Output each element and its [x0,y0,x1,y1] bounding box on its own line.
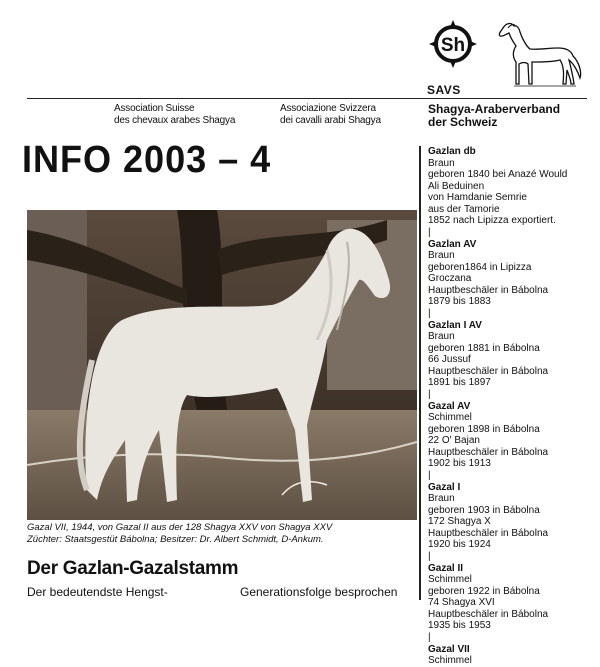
savs-logo [425,14,487,94]
separator: | [428,631,431,643]
association-french: Association Suisse des chevaux arabes Shagya [114,103,236,126]
pedigree-entry: Gazlan db Braun geboren 1840 bei Anazé Would Ali Beduinen von Hamdanie Semrie aus der Tamorie 1852 nach Lipizza exportiert. [428,146,568,226]
article-col-1: Der bedeutendste Hengst- [27,585,168,599]
logo-text: Sh [440,35,466,56]
separator: | [428,550,431,562]
pedigree-entry: Gazal VII Schimmel [428,643,472,666]
header-rule [27,98,587,99]
page-title: INFO 2003 – 4 [22,139,272,181]
association-german: Shagya-Araberverband der Schweiz [428,102,561,129]
separator: | [428,307,431,319]
separator: | [428,226,431,238]
sidebar-rule [419,146,421,600]
horse-photo [27,210,417,520]
pedigree-entry: Gazlan I AV Braun geboren 1881 in Bábolna 66 Jussuf Hauptbeschäler in Bábolna 1891 bis 1897 [428,319,549,388]
logo-label: SAVS [427,83,461,97]
horse-icon [494,12,586,92]
separator: | [428,469,431,481]
article-heading: Der Gazlan-Gazalstamm [27,558,239,579]
separator: | [428,388,431,400]
photo-caption: Gazal VII, 1944, von Gazal II aus der 128 Shagya XXV von Shagya XXV Züchter: Staatsgestüt Bábolna; Besitzer: Dr. Albert Schmidt, D-Ankum. [27,522,333,545]
pedigree-sidebar [428,146,598,667]
pedigree-entry: Gazal AV Schimmel geboren 1898 in Bábolna 22 O' Bajan Hauptbeschäler in Bábolna 1902 bis 1913 [428,400,549,469]
pedigree-entry: Gazlan AV Braun geboren1864 in Lipizza Groczana Hauptbeschäler in Bábolna 1879 bis 1883 [428,238,549,307]
pedigree-entry: Gazal I Braun geboren 1903 in Bábolna 172 Shagya X Hauptbeschäler in Bábolna 1920 bis 1924 [428,481,549,550]
pedigree-entry: Gazal II Schimmel geboren 1922 in Bábolna 74 Shagya XVI Hauptbeschäler in Bábolna 1935 bis 1953 [428,562,549,631]
article-col-2: Generationsfolge besprochen [240,585,398,599]
association-italian: Associazione Svizzera dei cavalli arabi Shagya [280,103,381,126]
